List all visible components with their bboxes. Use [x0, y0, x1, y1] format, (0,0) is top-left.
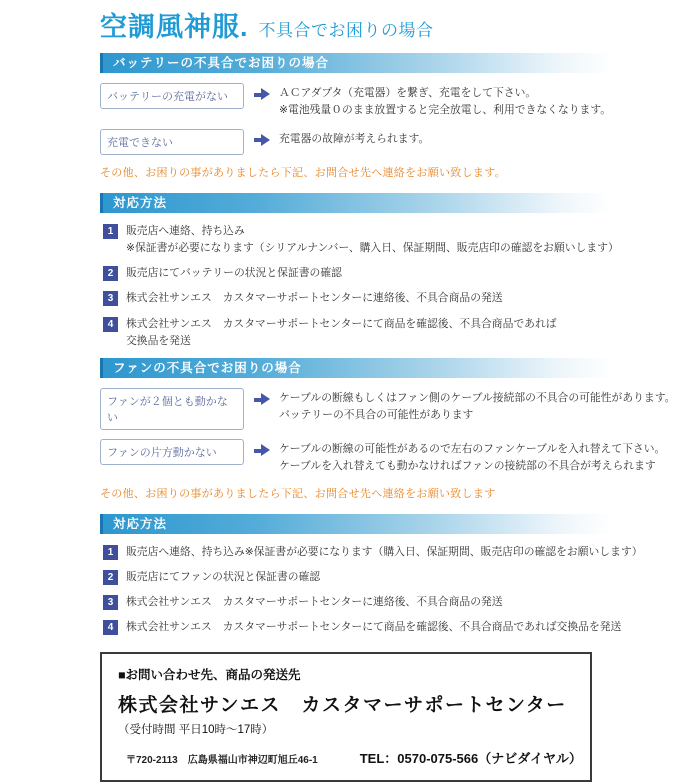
step-line: 販売店へ連絡、持ち込み — [126, 224, 245, 237]
step-number-badge: 3 — [103, 291, 118, 306]
step-item — [100, 569, 612, 586]
step-line: 株式会社サンエス カスタマーサポートセンターにて商品を確認後、不具合商品であれば — [126, 317, 557, 330]
contact-note-battery: その他、お困りの事がありましたら下記、お問合せ先へ連絡をお願い致します。 — [100, 166, 506, 179]
step-text — [126, 594, 503, 611]
step-number-badge: 1 — [103, 545, 118, 560]
symptom-box: ファンの片方動かない — [100, 439, 244, 465]
symptom-box: バッテリーの充電がない — [100, 83, 244, 109]
fan-steps-list — [100, 544, 643, 637]
fault-description — [279, 129, 429, 148]
step-item — [100, 290, 612, 307]
step-number-badge: 1 — [103, 224, 118, 239]
fault-row-battery-cannot-charge — [100, 129, 612, 155]
fault-description — [279, 83, 611, 120]
arrow-right-icon — [254, 444, 271, 457]
fault-row-fan-both-stopped — [100, 388, 676, 430]
fault-row-fan-one-stopped — [100, 439, 666, 476]
section-banner-battery-steps: 対応方法 — [100, 193, 612, 213]
step-line: 販売店にてファンの状況と保証書の確認 — [126, 570, 321, 583]
step-item — [100, 544, 643, 561]
step-number-badge: 4 — [103, 317, 118, 332]
fault-line: ケーブルの断線の可能性があるので左右のファンケーブルを入れ替えて下さい。 — [279, 443, 666, 456]
step-item — [100, 619, 622, 636]
contact-note-fan: その他、お困りの事がありましたら下記、お問合せ先へ連絡をお願い致します — [100, 487, 496, 500]
symptom-box: ファンが２個とも動かない — [100, 388, 244, 430]
step-number-badge: 2 — [103, 266, 118, 281]
step-text — [126, 290, 503, 307]
content-column — [100, 5, 676, 782]
section-banner-battery-trouble: バッテリーの不具合でお困りの場合 — [100, 53, 612, 73]
step-line: 交換品を発送 — [126, 334, 191, 347]
contact-bottom-row — [118, 748, 582, 767]
fault-row-battery-no-charge — [100, 83, 612, 120]
step-item — [100, 223, 619, 258]
step-line: 株式会社サンエス カスタマーサポートセンターにて商品を確認後、不具合商品であれば交換品を発送 — [126, 621, 622, 634]
fault-line: ケーブルを入れ替えても動かなければファンの接続部の不具合が考えられます — [279, 460, 656, 473]
step-number-badge: 3 — [103, 595, 118, 610]
arrow-right-icon — [254, 393, 271, 406]
battery-steps-list — [100, 223, 619, 351]
step-item — [100, 316, 612, 351]
fault-line: ＡＣアダプタ（充電器）を繋ぎ、充電をして下さい。 — [279, 87, 537, 99]
brand-logo: 空調風神服. — [100, 12, 249, 42]
step-number-badge: 4 — [103, 620, 118, 635]
contact-phone: TEL：0570-075-566（ナビダイヤル） — [359, 750, 582, 766]
contact-box — [100, 652, 592, 782]
step-item — [100, 265, 612, 282]
fault-line: ※電池残量０のまま放置すると完全放電し、利用できなくなります。 — [279, 104, 612, 117]
contact-hours: （受付時間 平日10時～17時） — [118, 723, 274, 736]
contact-address: 〒720-2113 広島県福山市神辺町旭丘46-1 — [126, 754, 318, 766]
step-text — [126, 569, 320, 586]
step-text — [126, 265, 342, 282]
step-text — [126, 223, 619, 258]
symptom-box: 充電できない — [100, 129, 244, 155]
step-text — [126, 619, 621, 636]
fault-description — [279, 439, 665, 476]
step-line: 販売店へ連絡、持ち込み※保証書が必要になります（購入日、保証期間、販売店印の確認をお願いします） — [126, 545, 643, 558]
contact-heading: ■お問い合わせ先、商品の発送先 — [118, 667, 301, 682]
step-line: ※保証書が必要になります（シリアルナンバー、購入日、保証期間、販売店印の確認をお願いします） — [126, 241, 619, 254]
section-banner-fan-steps: 対応方法 — [100, 514, 612, 534]
masthead — [100, 5, 612, 44]
step-number-badge: 2 — [103, 570, 118, 585]
fault-line: 充電器の故障が考えられます。 — [279, 132, 430, 145]
section-banner-fan-trouble: ファンの不具合でお困りの場合 — [100, 358, 612, 378]
step-item — [100, 594, 612, 611]
fault-line: ケーブルの断線もしくはファン側のケーブル接続部の不具合の可能性があります。 — [279, 392, 676, 405]
step-line: 販売店にてバッテリーの状況と保証書の確認 — [126, 267, 342, 280]
step-text — [126, 316, 557, 351]
contact-company-name: 株式会社サンエス カスタマーサポートセンター — [118, 694, 567, 716]
arrow-right-icon — [254, 134, 271, 147]
page-title: 不具合でお困りの場合 — [258, 21, 434, 40]
arrow-right-icon — [254, 88, 271, 101]
step-text — [126, 544, 643, 561]
step-line: 株式会社サンエス カスタマーサポートセンターに連絡後、不具合商品の発送 — [126, 292, 503, 305]
step-line: 株式会社サンエス カスタマーサポートセンターに連絡後、不具合商品の発送 — [126, 596, 503, 609]
fault-description — [279, 388, 675, 425]
fault-line: バッテリーの不具合の可能性があります — [279, 409, 474, 422]
